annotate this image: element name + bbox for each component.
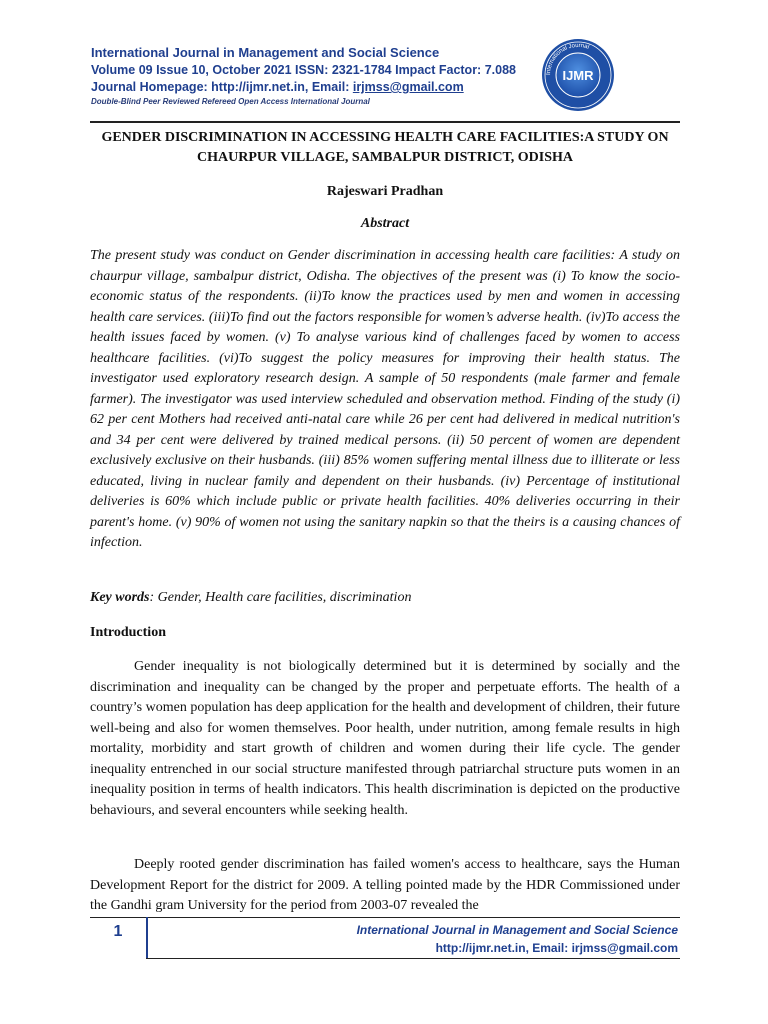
email-link[interactable]: irjmss@gmail.com <box>352 80 464 94</box>
page-number: 1 <box>90 917 148 959</box>
author-name: Rajeswari Pradhan <box>326 184 444 199</box>
footer-bottom-rule <box>146 958 680 959</box>
header-divider <box>90 121 680 123</box>
footer-contact: http://ijmr.net.in, Email: irjmss@gmail.com <box>435 941 678 955</box>
introduction-heading: Introduction <box>90 625 166 640</box>
journal-header <box>91 44 516 108</box>
volume-issn-line: Volume 09 Issue 10, October 2021 ISSN: 2321-1784 Impact Factor: 7.088 <box>91 63 516 77</box>
logo-text: IJMR <box>562 68 594 83</box>
footer-top-rule <box>90 917 680 918</box>
keywords-line <box>90 590 680 606</box>
intro-paragraph-2: Deeply rooted gender discrimination has failed women's access to healthcare, says the Human Development Report for the district for 2009. A telling pointed made by the HDR Commissioned under the Gandhi gram University for the period from 2003-07 revealed the <box>90 857 680 913</box>
homepage-text: Journal Homepage: http://ijmr.net.in, Email: <box>91 80 353 94</box>
journal-name: International Journal in Management and Social Science <box>91 45 440 60</box>
page-footer <box>90 917 680 959</box>
abstract-text: The present study was conduct on Gender discrimination in accessing health care facilities: A study on chaurpur village, sambalpur district, Odisha. The objectives of the present was (i) To know the socio-economic status of the respondents. (ii)To know the practices used by men and women in accessing health care services. (iii)To find out the factors responsible for women’s adverse health. (iv)To access the health issues faced by women. (v) To analyse various kind of challenges faced by women to access healthcare facilities. (vi)To suggest the policy measures for improving their health status. The investigator used exploratory research design. A sample of 50 respondents (male farmer and female farmer). The investigator was used interview scheduled and observation method. Finding of the study (i) 62 per cent Mothers had received anti-natal care while 26 per cent had delivered in medical nutrition's and 34 per cent were delivered by trained medical persons. (ii) 50 percent of women are dependent exclusively exclusive on their husbands. (iii) 85% women suffering mental illness due to illiterate or less educated, living in nuclear family and dependent on their husbands. (iv) Percentage of institutional deliveries is 60% which include public or private health facilities. 40% deliveries occurring in their parent's home. (v) 90% of women not using the sanitary napkin so that the theirs is a causing chances of infection. <box>90 248 680 550</box>
abstract-heading: Abstract <box>360 216 410 231</box>
keywords-text: : Gender, Health care facilities, discrimination <box>149 590 412 605</box>
article-title: GENDER DISCRIMINATION IN ACCESSING HEALTH CARE FACILITIES:A STUDY ON CHAURPUR VILLAGE, SAMBALPUR DISTRICT, ODISHA <box>101 130 669 165</box>
peer-review-line: Double-Blind Peer Reviewed Refereed Open Access International Journal <box>91 97 370 106</box>
footer-journal-name: International Journal in Management and Social Science <box>356 923 678 937</box>
logo-ring-text: International Journal <box>545 42 590 76</box>
homepage-line <box>91 79 516 96</box>
keywords-label: Key words <box>90 590 150 605</box>
intro-paragraph-1: Gender inequality is not biologically determined but it is determined by socially and the discrimination and inequality can be changed by the proper and perpetuate efforts. The health of a country’s women population has deep application for the health and development of children, their future well-being and also for women themselves. Poor health, under nutrition, among female results in high mortality, morbidity and start growth of children and women during their life cycle. The gender inequality entrenched in our social structure manifested through patriarchal structure puts women in an inequality position in terms of health indicators. This health discrimination is depicted on the productive behaviours, and several encounters while seeking health. <box>90 659 680 818</box>
journal-logo <box>541 38 615 112</box>
